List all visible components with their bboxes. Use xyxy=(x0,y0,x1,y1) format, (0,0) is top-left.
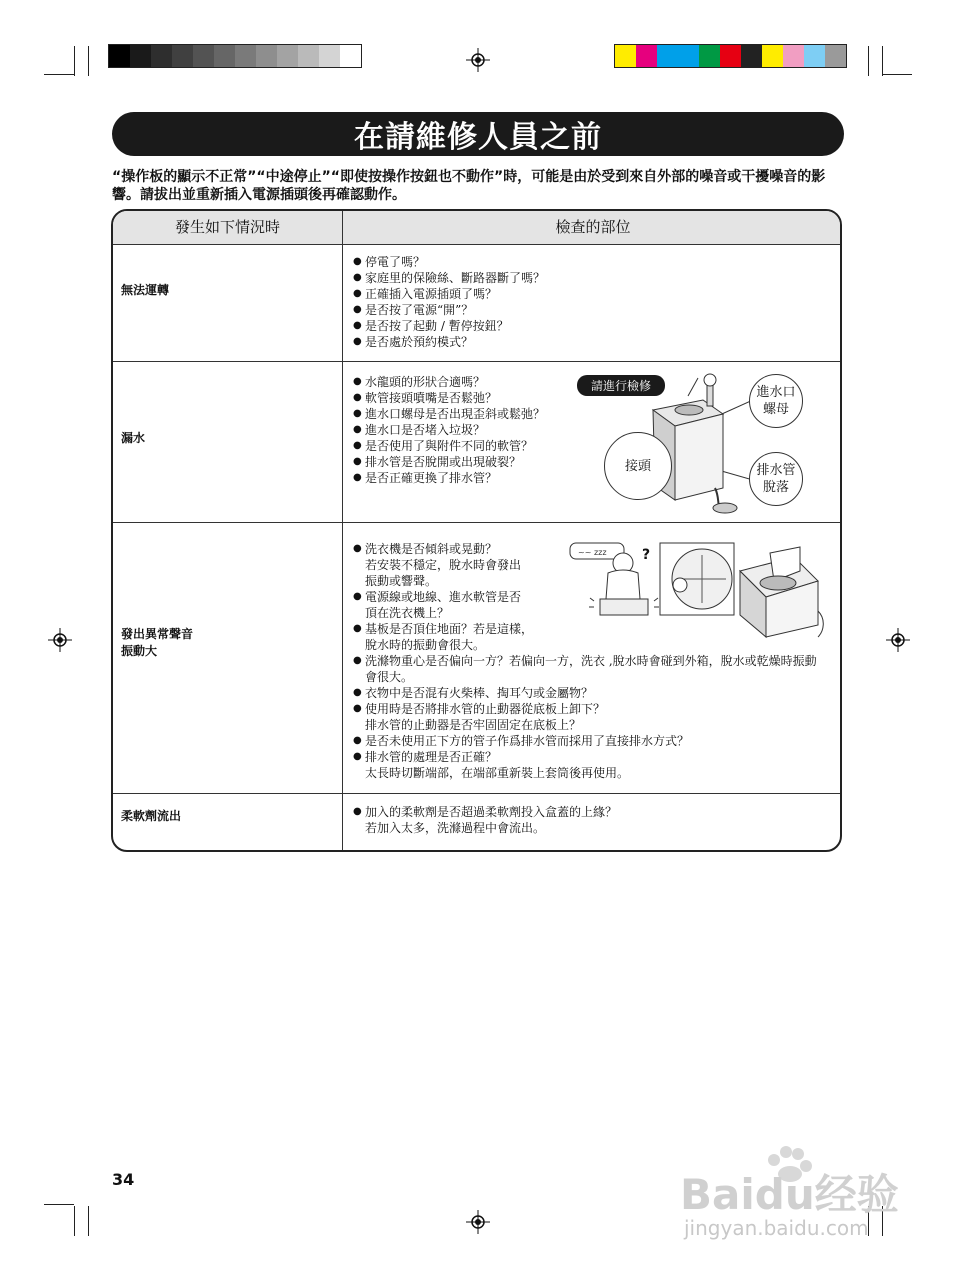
condition-line: 振動大 xyxy=(121,644,158,658)
list-item: ● 進水口螺母是否出現歪斜或鬆弛？ xyxy=(353,406,545,422)
header-check: 檢查的部位 xyxy=(555,218,631,236)
gray-swatch xyxy=(130,45,151,67)
list-item: ● 洗滌物重心是否偏向一方？若偏向一方，洗衣 ,脫水時會碰到外箱，脫水或乾燥時振動 會很大。 xyxy=(353,653,833,685)
page-title: 在請維修人員之前 xyxy=(112,112,844,156)
color-swatch xyxy=(636,45,657,67)
color-calibration-bar xyxy=(614,44,847,68)
table-row xyxy=(113,362,840,523)
condition-line: 發出異常聲音 xyxy=(121,627,194,641)
color-swatch xyxy=(678,45,699,67)
check-list xyxy=(353,804,617,836)
noise-vibration-illustration xyxy=(568,541,828,641)
grayscale-calibration-bar xyxy=(108,44,362,68)
crop-mark xyxy=(882,74,912,75)
list-item: ● 基板是否頂住地面？若是這樣， 脫水時的振動會很大。 xyxy=(353,621,833,653)
list-item: ● 電源線或地線、進水軟管是否 頂在洗衣機上？ xyxy=(353,589,833,621)
callout-drain-hose: 排水管脫落 xyxy=(749,452,803,506)
list-item: ● 水龍頭的形狀合適嗎？ xyxy=(353,374,545,390)
list-item: ● 進水口是否堵入垃圾？ xyxy=(353,422,545,438)
registration-mark-icon xyxy=(466,1210,490,1234)
list-item: ● 使用時是否將排水管的止動器從底板上卸下？ 排水管的止動器是否牢固固定在底板上？ xyxy=(353,701,833,733)
watermark-brand: Baidu经验 xyxy=(680,1170,899,1219)
color-swatch xyxy=(615,45,636,67)
list-item: ● 排水管是否脫開或出現破裂？ xyxy=(353,454,545,470)
table-row xyxy=(113,523,840,794)
list-item: ● 停電了嗎？ xyxy=(353,254,545,270)
svg-text:~~ zzz: ~~ zzz xyxy=(578,548,607,557)
table-row xyxy=(113,244,840,362)
list-item: ● 是否處於預約模式？ xyxy=(353,334,545,350)
registration-mark-icon xyxy=(886,628,910,652)
crop-mark xyxy=(44,74,74,75)
list-item: ● 是否正確更換了排水管？ xyxy=(353,470,545,486)
list-item: ● 家庭里的保險絲、斷路器斷了嗎？ xyxy=(353,270,545,286)
gray-swatch xyxy=(340,45,361,67)
callout-inlet-nut: 進水口螺母 xyxy=(749,374,803,428)
color-swatch xyxy=(762,45,783,67)
gray-swatch xyxy=(172,45,193,67)
table-row xyxy=(113,794,840,852)
crop-mark xyxy=(882,46,883,76)
gray-swatch xyxy=(277,45,298,67)
registration-mark-icon xyxy=(466,48,490,72)
list-item: ● 軟管接頭噴嘴是否鬆弛？ xyxy=(353,390,545,406)
gray-swatch xyxy=(109,45,130,67)
crop-mark xyxy=(44,1204,74,1205)
list-item: ● 加入的柔軟劑是否超過柔軟劑投入盒蓋的上緣？ 若加入太多，洗滌過程中會流出。 xyxy=(353,804,617,836)
intro-paragraph: “操作板的顯示不正常”“中途停止”“即使按操作按鈕也不動作”時，可能是由於受到來自外部的噪音或干擾噪音的影響。請拔出並重新插入電源插頭後再確認動作。 xyxy=(112,169,826,203)
gray-swatch xyxy=(235,45,256,67)
table-header xyxy=(113,211,840,245)
color-swatch xyxy=(699,45,720,67)
condition-label: 無法運轉 xyxy=(121,283,170,297)
page-number: 34 xyxy=(112,1170,135,1189)
condition-label xyxy=(121,626,193,660)
gray-swatch xyxy=(256,45,277,67)
color-swatch xyxy=(657,45,678,67)
gray-swatch xyxy=(214,45,235,67)
color-swatch xyxy=(720,45,741,67)
repair-tag: 請進行檢修 xyxy=(577,375,665,396)
check-list xyxy=(353,254,545,350)
crop-mark xyxy=(88,1206,89,1236)
header-condition: 發生如下情況時 xyxy=(174,218,280,236)
watermark xyxy=(680,1150,910,1250)
crop-mark xyxy=(74,46,75,76)
list-item: ● 是否使用了與附件不同的軟管？ xyxy=(353,438,545,454)
watermark-url: jingyan.baidu.com xyxy=(684,1216,869,1240)
color-swatch xyxy=(825,45,846,67)
gray-swatch xyxy=(319,45,340,67)
gray-swatch xyxy=(151,45,172,67)
gray-swatch xyxy=(193,45,214,67)
troubleshooting-table xyxy=(111,209,842,852)
callout-joint: 接頭 xyxy=(604,432,672,500)
list-item: ● 是否按了電源“開”？ xyxy=(353,302,545,318)
crop-mark xyxy=(88,46,89,76)
crop-mark xyxy=(868,46,869,76)
gray-swatch xyxy=(298,45,319,67)
registration-mark-icon xyxy=(48,628,72,652)
list-item: ● 是否按了起動 / 暫停按鈕？ xyxy=(353,318,545,334)
condition-label: 漏水 xyxy=(121,431,146,445)
crop-mark xyxy=(74,1206,75,1236)
list-item: ● 是否未使用正下方的管子作爲排水管而採用了直接排水方式？ xyxy=(353,733,833,749)
check-list xyxy=(353,374,545,486)
svg-text:?: ? xyxy=(642,547,651,563)
list-item: ● 排水管的處理是否正確？ 太長時切斷端部，在端部重新裝上套筒後再使用。 xyxy=(353,749,833,781)
list-item: ● 正確插入電源插頭了嗎？ xyxy=(353,286,545,302)
color-swatch xyxy=(741,45,762,67)
list-item: ● 衣物中是否混有火柴棒、掏耳勺或金屬物？ xyxy=(353,685,833,701)
color-swatch xyxy=(804,45,825,67)
color-swatch xyxy=(783,45,804,67)
list-item: ● 洗衣機是否傾斜或晃動？ 若安裝不穩定，脫水時會發出 振動或響聲。 xyxy=(353,541,833,589)
condition-label: 柔軟劑流出 xyxy=(121,809,182,823)
